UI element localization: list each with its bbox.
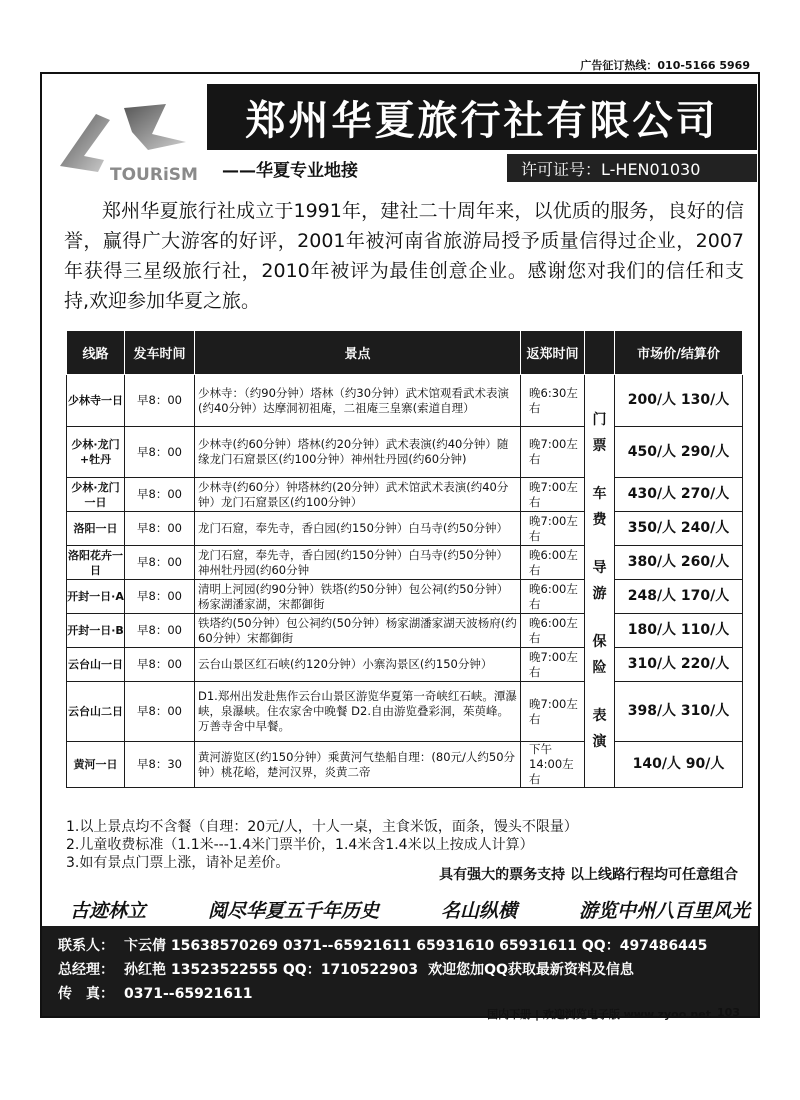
route-spots: 龙门石窟，奉先寺，香白园(约150分钟）白马寺(约50分钟）神州牡丹园(约60分钟 [195, 546, 521, 580]
manager-line [58, 958, 742, 982]
depart-time: 早8：00 [125, 648, 195, 682]
calligraphy-item: 游览中州八百里风光 [578, 900, 750, 922]
logo-text: TOURiSM [110, 165, 198, 185]
manager-value: 孙红艳 13523522555 QQ：1710522903 [124, 962, 419, 978]
route-name: 开封一日·B [67, 614, 125, 648]
table-row [67, 375, 743, 427]
route-name: 云台山一日 [67, 648, 125, 682]
depart-time: 早8：00 [125, 478, 195, 512]
includes-item: 费 [592, 512, 607, 528]
return-time: 晚7:00左右 [521, 648, 585, 682]
slogan: ——华夏专业地接 [222, 160, 358, 181]
contact-label: 联系人： [58, 938, 114, 954]
return-time: 晚7:00左右 [521, 512, 585, 546]
note-line: 3.如有景点门票上涨，请补足差价。 [66, 855, 290, 871]
header-depart: 发车时间 [125, 331, 195, 375]
route-name: 洛阳花卉一日 [67, 546, 125, 580]
route-price: 310/人 220/人 [615, 648, 743, 682]
includes-item: 险 [592, 660, 607, 676]
subtitle-line [222, 154, 757, 182]
route-name: 少林·龙门一日 [67, 478, 125, 512]
contact-line [58, 934, 742, 958]
depart-time: 早8：00 [125, 682, 195, 742]
route-name: 洛阳一日 [67, 512, 125, 546]
table-row [67, 478, 743, 512]
return-time: 晚6:00左右 [521, 546, 585, 580]
route-spots: 云台山景区红石峡(约120分钟）小寨沟景区(约150分钟） [195, 648, 521, 682]
table-row [67, 512, 743, 546]
emphasis-line: 具有强大的票务支持 以上线路行程均可任意组合 [439, 867, 738, 883]
ad-hotline: 广告征订热线：010-5166 5969 [580, 59, 750, 72]
logo-swoosh-right [124, 104, 186, 150]
company-name: 郑州华夏旅行社有限公司 [207, 84, 757, 150]
depart-time: 早8：00 [125, 546, 195, 580]
route-name: 开封一日·A [67, 580, 125, 614]
header-price: 市场价/结算价 [615, 331, 743, 375]
depart-time: 早8：00 [125, 512, 195, 546]
route-price: 450/人 290/人 [615, 427, 743, 478]
route-price: 398/人 310/人 [615, 682, 743, 742]
route-price: 248/人 170/人 [615, 580, 743, 614]
page-number: 103 [717, 1006, 740, 1019]
intro-paragraph: 郑州华夏旅行社成立于1991年，建社二十周年来，以优质的服务，良好的信誉，赢得广大游客的好评，2001年被河南省旅游局授予质量信得过企业，2007年获得三星级旅行社，2010年被评为最佳创意企业。感谢您对我们的信任和支持,欢迎参加华夏之旅。 [64, 200, 744, 312]
depart-time: 早8：30 [125, 742, 195, 788]
table-header-row [67, 331, 743, 375]
includes-item: 保 [592, 634, 607, 650]
table-row [67, 580, 743, 614]
includes-item: 导 [592, 560, 607, 576]
route-spots: 黄河游览区(约150分钟）乘黄河气垫船自理：(80元/人约50分钟）桃花峪，楚河汉界，炎黄二帝 [195, 742, 521, 788]
table-row [67, 614, 743, 648]
calligraphy-item: 名山纵横 [440, 900, 517, 922]
calligraphy-item: 阅尽华夏五千年历史 [207, 900, 379, 922]
depart-time: 早8：00 [125, 580, 195, 614]
route-price: 430/人 270/人 [615, 478, 743, 512]
manager-label: 总经理： [58, 962, 114, 978]
return-time: 晚6:30左右 [521, 375, 585, 427]
tourism-logo [54, 86, 204, 191]
includes-item: 表 [592, 708, 607, 724]
header-route: 线路 [67, 331, 125, 375]
table-row [67, 682, 743, 742]
route-spots: 铁塔约(50分钟）包公祠约(50分钟）杨家湖潘家湖天波杨府(约60分钟）宋都御街 [195, 614, 521, 648]
calligraphy-item: 古迹林立 [70, 900, 147, 922]
route-price: 380/人 260/人 [615, 546, 743, 580]
table-row [67, 427, 743, 478]
table-row [67, 546, 743, 580]
logo-swoosh-left [60, 114, 110, 172]
note-line: 1.以上景点均不含餐（自理：20元/人，十人一桌，主食米饭，面条，馒头不限量） [66, 819, 578, 835]
return-time: 晚7:00左右 [521, 427, 585, 478]
includes-item: 游 [592, 586, 607, 602]
header-spots: 景点 [195, 331, 521, 375]
return-time: 晚7:00左右 [521, 682, 585, 742]
return-time: 晚6:00左右 [521, 614, 585, 648]
route-spots: D1.郑州出发赴焦作云台山景区游览华夏第一奇峡红石峡。潭瀑峡，泉瀑峡。住农家舍中晚餐 D2.自由游览叠彩洞，茱萸峰。万善寺舍中早餐。 [195, 682, 521, 742]
includes-item: 车 [592, 486, 607, 502]
includes-item: 票 [592, 438, 607, 454]
return-time: 晚7:00左右 [521, 478, 585, 512]
fax-label: 传 真： [58, 986, 114, 1002]
return-time: 下午14:00左右 [521, 742, 585, 788]
header-return: 返郑时间 [521, 331, 585, 375]
table-row [67, 648, 743, 682]
route-price: 140/人 90/人 [615, 742, 743, 788]
note-line: 2.儿童收费标准（1.1米---1.4米门票半价，1.4米含1.4米以上按成人计算） [66, 837, 534, 853]
route-name: 云台山二日 [67, 682, 125, 742]
includes-item: 门 [592, 412, 607, 428]
route-name: 少林·龙门+牡丹 [67, 427, 125, 478]
route-spots: 清明上河园(约90分钟）铁塔(约50分钟）包公祠(约50分钟）杨家湖潘家湖，宋都御街 [195, 580, 521, 614]
route-spots: 少林寺(约60分）钟塔林约(20分钟）武术馆武术表演(约40分钟）龙门石窟景区(约100分钟） [195, 478, 521, 512]
route-table [66, 330, 743, 788]
route-price: 350/人 240/人 [615, 512, 743, 546]
calligraphy-slogans [70, 896, 750, 923]
header-includes [585, 331, 615, 375]
route-spots: 龙门石窟，奉先寺，香白园(约150分钟）白马寺(约50分钟） [195, 512, 521, 546]
ad-frame [40, 72, 760, 1018]
return-time: 晚6:00左右 [521, 580, 585, 614]
route-name: 黄河一日 [67, 742, 125, 788]
fax-value: 0371--65921611 [124, 986, 253, 1002]
table-row [67, 742, 743, 788]
contact-value: 卞云倩 15638570269 0371--65921611 65931610 65931611 QQ：497486445 [124, 938, 708, 954]
fax-line [58, 982, 742, 1006]
includes-column [585, 375, 615, 788]
license-number: 许可证号：L-HEN01030 [507, 154, 757, 182]
route-price: 180/人 110/人 [615, 614, 743, 648]
manager-note: 欢迎您加QQ获取最新资料及信息 [428, 962, 634, 978]
page-footer [487, 1006, 740, 1022]
depart-time: 早8：00 [125, 375, 195, 427]
route-spots: 少林寺(约60分钟）塔林(约20分钟）武术表演(约40分钟）随缘龙门石窟景区(约100分钟）神州牡丹园(约60分钟) [195, 427, 521, 478]
footer-section: 国内下册 | 欢迎浏览电子版 www.zyoo.net [487, 1008, 712, 1021]
route-spots: 少林寺：（约90分钟）塔林（约30分钟）武术馆观看武术表演(约40分钟）达摩洞初祖庵，二祖庵三皇寨(索道自理） [195, 375, 521, 427]
includes-item: 演 [592, 734, 607, 750]
depart-time: 早8：00 [125, 614, 195, 648]
route-name: 少林寺一日 [67, 375, 125, 427]
depart-time: 早8：00 [125, 427, 195, 478]
route-price: 200/人 130/人 [615, 375, 743, 427]
contact-box [42, 926, 758, 1016]
